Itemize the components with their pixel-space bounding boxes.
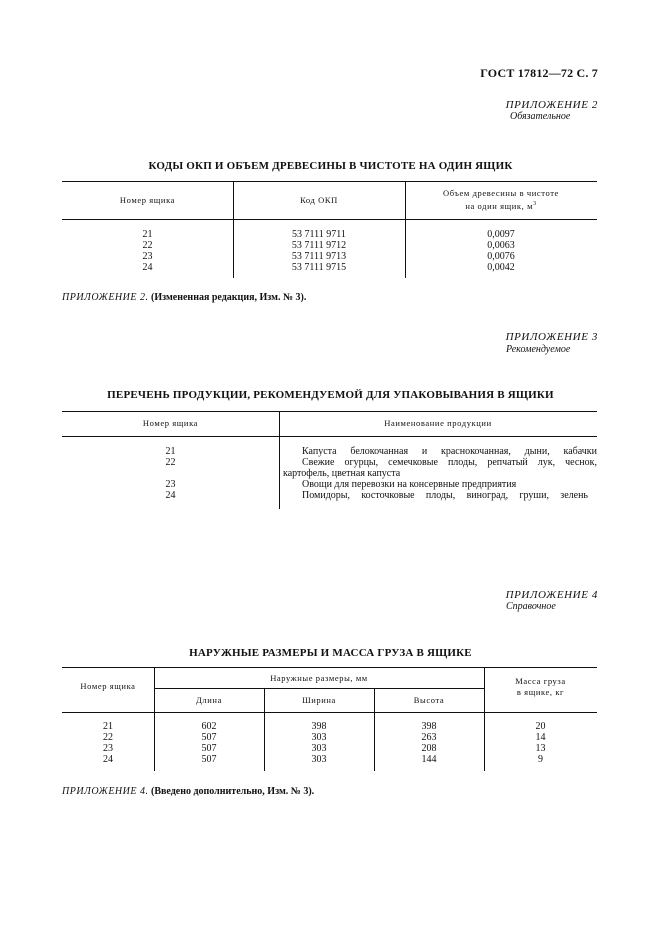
header-okp-code: Код ОКП <box>300 195 338 205</box>
table-cell: 24 <box>103 754 113 765</box>
table-cell: 507 <box>201 743 217 754</box>
table-cell: 14 <box>535 732 546 743</box>
appendix-3-title: ПРИЛОЖЕНИЕ 3 <box>505 331 598 343</box>
header-length: Длина <box>196 695 222 705</box>
header-width: Ширина <box>302 695 336 705</box>
header-volume: Объем древесины в чистоте на один ящик, $м^3$ <box>443 188 559 211</box>
appendix-4-note: ПРИЛОЖЕНИЕ 4. (Введено дополнительно, Изм. № 3). <box>62 786 315 797</box>
table-cell: 0,0063 <box>487 240 515 251</box>
appendix-4-status: Справочное <box>506 601 556 612</box>
appendix-3-status: Рекомендуемое <box>506 344 571 355</box>
table-cell: 23 <box>142 251 153 262</box>
table-cell: 53 7111 9715 <box>291 262 347 273</box>
appendix-4-title: ПРИЛОЖЕНИЕ 4 <box>505 589 598 601</box>
table-cell: 0,0042 <box>487 262 515 273</box>
table-cell: 13 <box>535 743 546 754</box>
table-cell: 23 <box>165 479 176 490</box>
appendix-2-status: Обязательное <box>510 111 571 122</box>
header-product-name: Наименование продукции <box>384 418 492 428</box>
table-cell: 208 <box>421 743 437 754</box>
table-cell: 20 <box>535 721 546 732</box>
table-cell: 21 <box>165 446 176 457</box>
table-cell: 53 7111 9712 <box>291 240 347 251</box>
table-cell: 53 7111 9713 <box>291 251 347 262</box>
table-cell: 0,0076 <box>487 251 515 262</box>
table-cell: 22 <box>142 240 153 251</box>
table-cell: 303 <box>311 754 327 765</box>
table-cell: Капуста белокочанная и краснокочанная, дыни, кабачки <box>302 446 597 457</box>
table-cell: 398 <box>311 721 327 732</box>
table-cell: Овощи для перевозки на консервные предприятия <box>302 479 517 490</box>
table-cell: картофель, цветная капуста <box>283 468 401 479</box>
header-box-number: Номер ящика <box>80 681 136 691</box>
table-cell: 21 <box>103 721 113 732</box>
header-mass: Масса груза в ящике, кг <box>515 676 566 697</box>
table-cell: 602 <box>201 721 217 732</box>
table-cell: 24 <box>142 262 153 273</box>
table-cell: 22 <box>165 457 176 468</box>
appendix-2-title: ПРИЛОЖЕНИЕ 2 <box>505 99 598 111</box>
table-cell: Свежие огурцы, семечковые плоды, репчатый лук, чеснок, <box>302 457 597 468</box>
table-2-title: ПЕРЕЧЕНЬ ПРОДУКЦИИ, РЕКОМЕНДУЕМОЙ ДЛЯ УПАКОВЫВАНИЯ В ЯЩИКИ <box>107 389 554 401</box>
table-cell: 9 <box>538 754 543 765</box>
table-cell: 263 <box>421 732 437 743</box>
table-cell: 22 <box>103 732 113 743</box>
table-cell: 23 <box>103 743 113 754</box>
table-cell: Помидоры, косточковые плоды, виноград, груши, зелень <box>302 490 588 501</box>
table-cell: 0,0097 <box>487 229 515 240</box>
table-3-title: НАРУЖНЫЕ РАЗМЕРЫ И МАССА ГРУЗА В ЯЩИКЕ <box>189 647 472 659</box>
table-1-title: КОДЫ ОКП И ОБЪЕМ ДРЕВЕСИНЫ В ЧИСТОТЕ НА ОДИН ЯЩИК <box>148 160 513 172</box>
table-cell: 507 <box>201 732 217 743</box>
table-cell: 144 <box>421 754 437 765</box>
table-cell: 24 <box>165 490 176 501</box>
header-height: Высота <box>413 695 445 705</box>
page-header: ГОСТ 17812—72 С. 7 <box>480 66 598 80</box>
table-cell: 21 <box>142 229 153 240</box>
table-cell: 303 <box>311 743 327 754</box>
table-cell: 303 <box>311 732 327 743</box>
header-outer-dimensions: Наружные размеры, мм <box>270 673 368 683</box>
appendix-2-note: ПРИЛОЖЕНИЕ 2. (Измененная редакция, Изм. № 3). <box>62 292 307 303</box>
table-cell: 398 <box>421 721 437 732</box>
header-box-number: Номер ящика <box>142 418 199 428</box>
table-cell: 507 <box>201 754 217 765</box>
header-box-number: Номер ящика <box>119 195 176 205</box>
table-cell: 53 7111 9711 <box>292 229 346 240</box>
